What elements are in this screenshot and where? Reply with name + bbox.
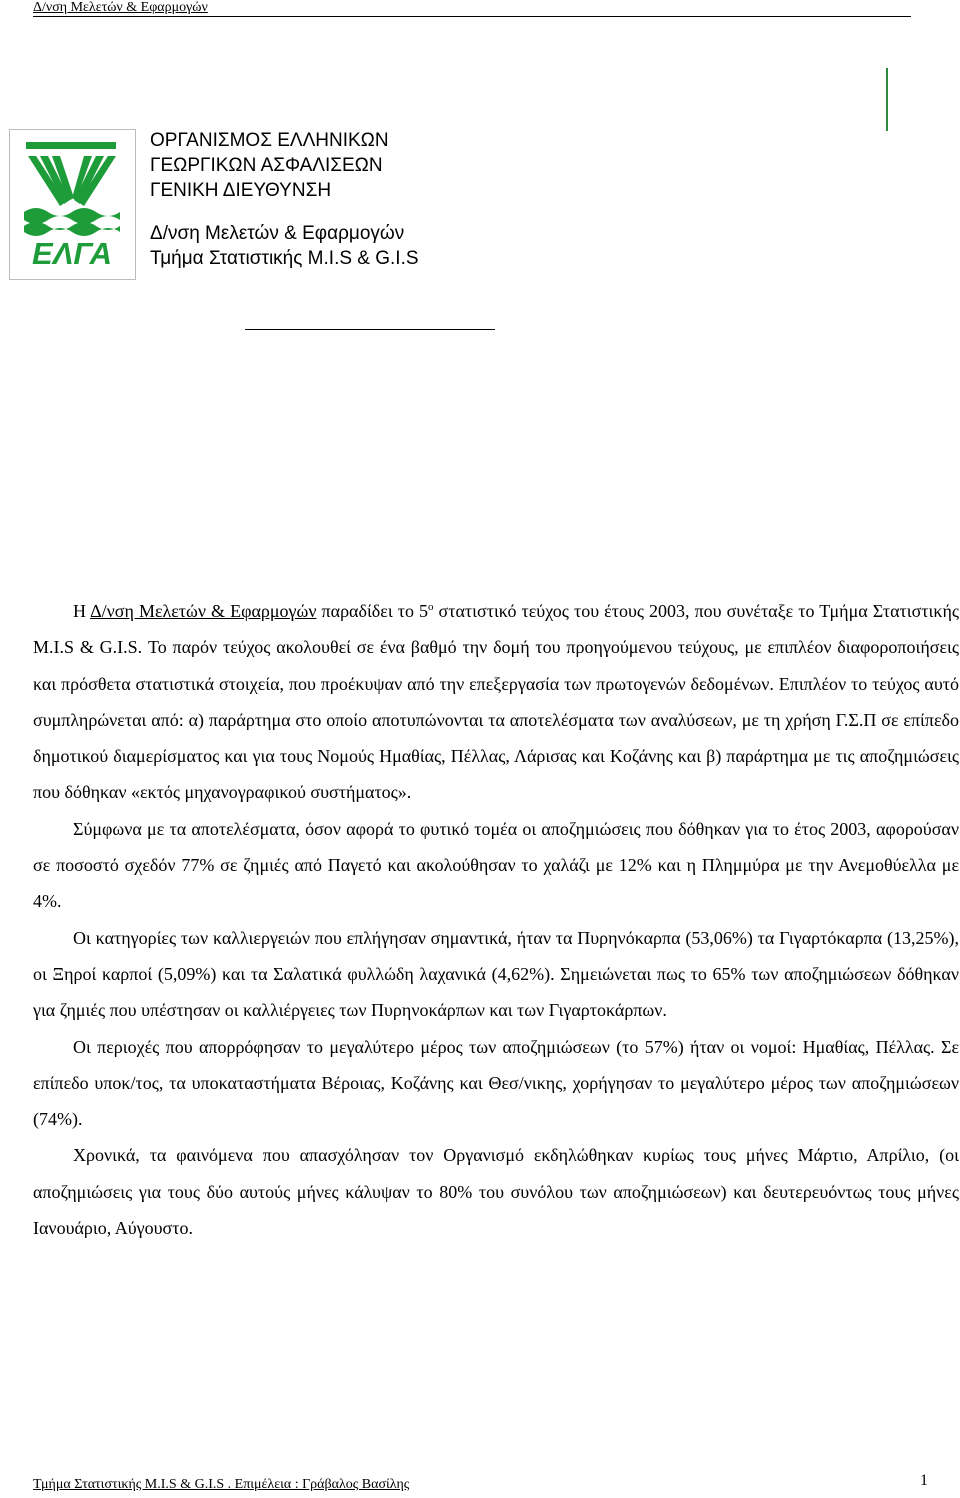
header-divider bbox=[245, 329, 495, 330]
organization-block bbox=[150, 128, 419, 271]
org-name-line-1: ΟΡΓΑΝΙΣΜΟΣ ΕΛΛΗΝΙΚΩΝ bbox=[150, 130, 389, 151]
paragraph-intro: Η Δ/νση Μελετών & Εφαρμογών παραδίδει το $5^o$ στατιστικό τεύχος του έτους 2003, που συνέταξε το Τμήμα Στατιστικής Μ.Ι.S & G.I.S. Το παρόν τεύχος ακολουθεί σε ένα βαθμό την δομή του προηγούμενου τεύχους, με επιπλέον διαφοροποιήσεις και πρόσθετα στατιστικά στοιχεία, που προέκυψαν από την επεξεργασία των πρωτογενών δεδομένων. Επιπλέον το τεύχος αυτό συμπληρώνεται από: α) παράρτημα στο οποίο αποτυπώνονται τα αποτελέσματα των αναλύσεων, με τη χρήση Γ.Σ.Π σε επίπεδο δημοτικού διαμερίσματος και για τους Νομούς Ημαθίας, Πέλλας, Λάρισας και Κοζάνης και β) παράρτημα με τις αποζημιώσεις που δόθηκαν «εκτός μηχανογραφικού συστήματος». bbox=[33, 601, 959, 803]
paragraph-regions: Οι περιοχές που απορρόφησαν το μεγαλύτερο μέρος των αποζημιώσεων (το 57%) ήταν οι νομοί: Ημαθίας, Πέλλας. Σε επίπεδο υποκ/τος, τα υποκαταστήματα Βέροιας, Κοζάνης και Θεσ/νικης, χορήγησαν το μεγαλύτερο μέρος των αποζημιώσεων (74%). bbox=[33, 1036, 959, 1130]
page-footer bbox=[33, 1472, 928, 1494]
decorative-rule bbox=[886, 68, 888, 131]
paragraph-crop-categories: Οι κατηγορίες των καλλιεργειών που επλήγησαν σημαντικά, ήταν τα Πυρηνόκαρπα (53,06%) τα Γιγαρτόκαρπα (13,25%), οι Ξηροί καρποί (5,09%) και τα Σαλατικά φυλλώδη λαχανικά (4,62%). Σημειώνεται πως το 65% των αποζημιώσεων δόθηκαν για ζημιές που υπέστησαν οι καλλιέργειες των Πυρηνοκάρπων και των Γιγαρτοκάρπων. bbox=[33, 927, 959, 1021]
org-name-line-3: ΓΕΝΙΚΗ ΔΙΕΥΘΥΝΣΗ bbox=[150, 180, 332, 201]
elga-logo-icon bbox=[20, 138, 125, 268]
org-name-line-2: ΓΕΩΡΓΙΚΩΝ ΑΣΦΑΛΙΣΕΩΝ bbox=[150, 155, 383, 176]
paragraph-damage-causes: Σύμφωνα με τα αποτελέσματα, όσον αφορά το φυτικό τομέα οι αποζημιώσεις που δόθηκαν για το έτος 2003, αφορούσαν σε ποσοστό σχεδόν 77% σε ζημιές από Παγετό και ακολούθησαν το χαλάζι με 12% και η Πλημμύρα με την Ανεμοθύελλα με 4%. bbox=[33, 818, 959, 912]
footer-text: Τμήμα Στατιστικής Μ.Ι.S & G.I.S . Επιμέλεια : Γράβαλος Βασίλης bbox=[33, 1477, 410, 1492]
directorate-link[interactable]: Δ/νση Μελετών & Εφαρμογών bbox=[90, 601, 317, 621]
running-header bbox=[33, 0, 911, 17]
org-department: Τμήμα Στατιστικής Μ.Ι.S & G.I.S bbox=[150, 248, 419, 269]
running-header-title: Δ/νση Μελετών & Εφαρμογών bbox=[33, 0, 208, 15]
org-directorate: Δ/νση Μελετών & Εφαρμογών bbox=[150, 223, 405, 244]
paragraph-timing: Χρονικά, τα φαινόμενα που απασχόλησαν τον Οργανισμό εκδηλώθηκαν κυρίως τους μήνες Μάρτιο, Απρίλιο, (οι αποζημιώσεις για τους δύο αυτούς μήνες κάλυψαν το 80% του συνόλου των αποζημιώσεων) και δευτερευόντως τους μήνες Ιανουάριο, Αύγουστο. bbox=[33, 1145, 959, 1239]
logo-text: ΕΛΓΑ bbox=[32, 236, 112, 268]
page-number: 1 bbox=[920, 1472, 928, 1489]
body-text bbox=[33, 593, 959, 1246]
logo-frame bbox=[9, 129, 136, 280]
